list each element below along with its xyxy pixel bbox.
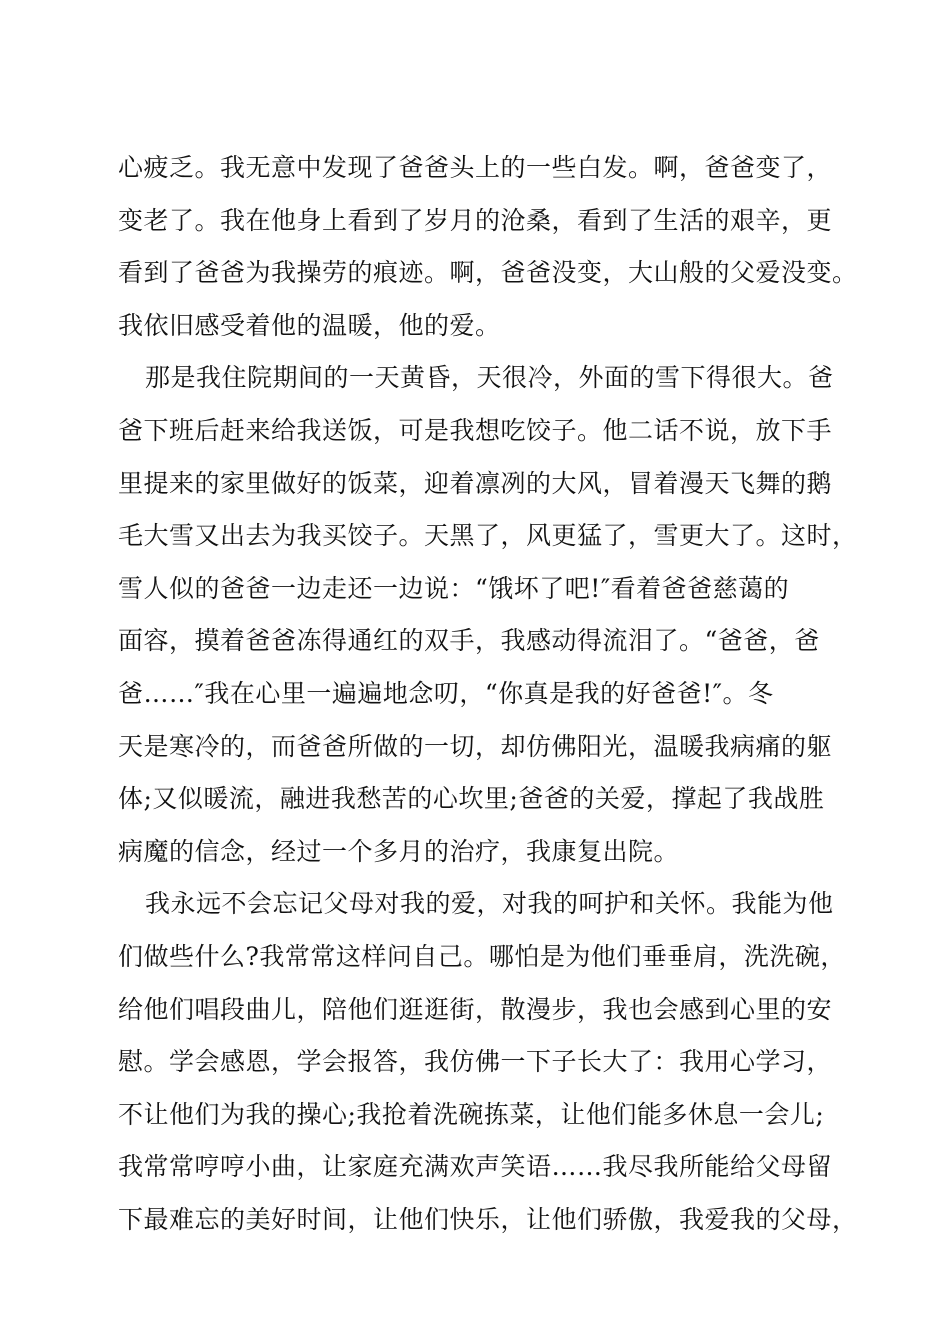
paragraph-3-line-1: 我永远不会忘记父母对我的爱，对我的呵护和关怀。我能为他: [145, 889, 834, 919]
paragraph-2-line-5: 雪人似的爸爸一边走还一边说：“饿坏了吧!″看着爸爸慈蔼的: [118, 573, 790, 603]
paragraph-1-line-4: 我依旧感受着他的温暖，他的爱。: [118, 310, 501, 340]
paragraph-3-line-5: 不让他们为我的操心;我抢着洗碗拣菜，让他们能多休息一会儿;: [118, 1099, 825, 1129]
paragraph-1-line-1: 心疲乏。我无意中发现了爸爸头上的一些白发。啊，爸爸变了，: [118, 153, 833, 182]
paragraph-2-line-9: 体;又似暖流，融进我愁苦的心坎里;爸爸的关爱，撑起了我战胜: [118, 784, 825, 814]
paragraph-3-line-3: 给他们唱段曲儿，陪他们逛逛街，散漫步，我也会感到心里的安: [118, 994, 833, 1024]
paragraph-3-line-2: 们做些什么?我常常这样问自己。哪怕是为他们垂垂肩，洗洗碗，: [118, 941, 846, 971]
paragraph-2-line-8: 天是寒冷的，而爸爸所做的一切，却仿佛阳光，温暖我病痛的躯: [118, 731, 833, 761]
paragraph-3-line-7: 下最难忘的美好时间，让他们快乐，让他们骄傲，我爱我的父母，: [118, 1204, 858, 1234]
paragraph-2-line-7: 爸……″我在心里一遍遍地念叨，“你真是我的好爸爸!″。冬: [118, 678, 774, 708]
paragraph-3-line-6: 我常常哼哼小曲，让家庭充满欢声笑语……我尽我所能给父母留: [118, 1152, 833, 1182]
paragraph-2-line-3: 里提来的家里做好的饭菜，迎着凛冽的大风，冒着漫天飞舞的鹅: [118, 468, 833, 498]
paragraph-2-line-2: 爸下班后赶来给我送饭，可是我想吃饺子。他二话不说，放下手: [118, 415, 833, 445]
paragraph-2-line-4: 毛大雪又出去为我买饺子。天黑了，风更猛了，雪更大了。这时，: [118, 521, 858, 551]
paragraph-1-line-3: 看到了爸爸为我操劳的痕迹。啊，爸爸没变，大山般的父爱没变。: [118, 258, 858, 288]
paragraph-2-line-6: 面容，摸着爸爸冻得通红的双手，我感动得流泪了。“爸爸，爸: [118, 626, 820, 656]
paragraph-1-line-2: 变老了。我在他身上看到了岁月的沧桑，看到了生活的艰辛，更: [118, 205, 833, 235]
paragraph-2-line-1: 那是我住院期间的一天黄昏，天很冷，外面的雪下得很大。爸: [145, 363, 834, 393]
paragraph-3-line-4: 慰。学会感恩，学会报答，我仿佛一下子长大了：我用心学习，: [118, 1047, 833, 1077]
paragraph-2-line-10: 病魔的信念，经过一个多月的治疗，我康复出院。: [118, 836, 680, 866]
document-body: [118, 142, 858, 1246]
